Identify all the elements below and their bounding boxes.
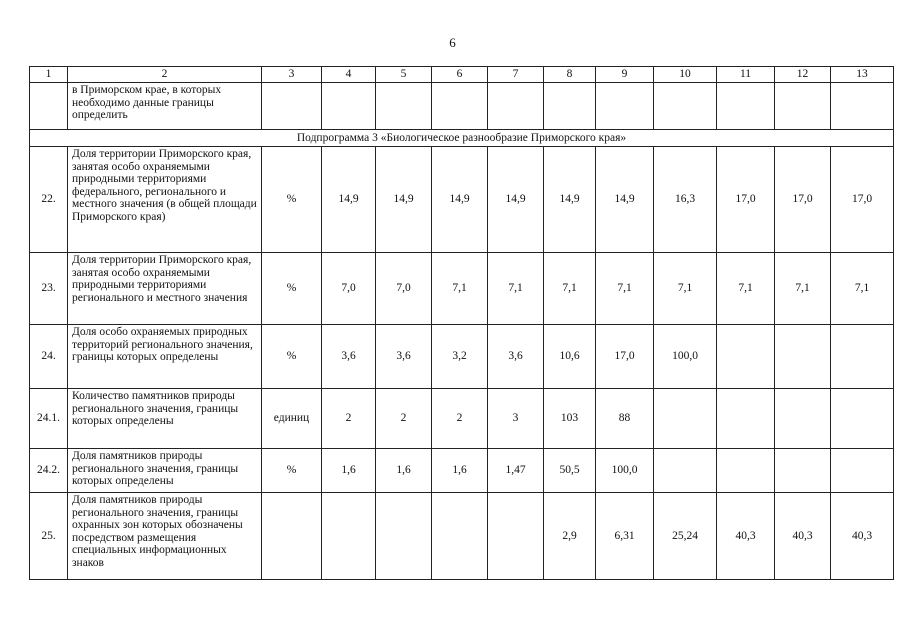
value-cell: [775, 83, 831, 130]
value-cell: 3: [488, 389, 544, 449]
value-cell: 14,9: [432, 147, 488, 253]
value-cell: [717, 83, 775, 130]
row-number-cell: 23.: [30, 253, 68, 325]
indicator-row: [30, 147, 894, 253]
value-cell: [322, 83, 376, 130]
column-number-cell: 1: [30, 67, 68, 83]
value-cell: 3,6: [488, 325, 544, 389]
value-cell: 10,6: [544, 325, 596, 389]
value-cell: 17,0: [775, 147, 831, 253]
column-number-cell: 8: [544, 67, 596, 83]
unit-cell: %: [262, 147, 322, 253]
value-cell: 2,9: [544, 493, 596, 580]
row-number-cell: 22.: [30, 147, 68, 253]
unit-cell: единиц: [262, 389, 322, 449]
subprogram-title: Подпрограмма 3 «Биологическое разнообразие Приморского края»: [30, 130, 894, 147]
column-numbers-row: [30, 67, 894, 83]
value-cell: 40,3: [717, 493, 775, 580]
value-cell: 7,0: [322, 253, 376, 325]
value-cell: 1,6: [432, 449, 488, 493]
row-number-cell: 24.: [30, 325, 68, 389]
row-number-cell: 24.1.: [30, 389, 68, 449]
indicator-name-cell: Доля памятников природы регионального значения, границы охранных зон которых обозначены посредством размещения специальных информационных знаков: [68, 493, 262, 580]
value-cell: [831, 325, 894, 389]
value-cell: [322, 493, 376, 580]
indicator-row: [30, 389, 894, 449]
value-cell: [376, 83, 432, 130]
value-cell: 7,0: [376, 253, 432, 325]
value-cell: 17,0: [596, 325, 654, 389]
value-cell: [262, 83, 322, 130]
value-cell: 2: [376, 389, 432, 449]
value-cell: [775, 325, 831, 389]
unit-cell: %: [262, 325, 322, 389]
value-cell: 7,1: [596, 253, 654, 325]
value-cell: [596, 83, 654, 130]
value-cell: [544, 83, 596, 130]
value-cell: 7,1: [831, 253, 894, 325]
unit-cell: %: [262, 253, 322, 325]
indicator-name-cell: Доля памятников природы регионального значения, границы которых определены: [68, 449, 262, 493]
value-cell: 14,9: [544, 147, 596, 253]
value-cell: 14,9: [376, 147, 432, 253]
unit-cell: %: [262, 449, 322, 493]
value-cell: [717, 389, 775, 449]
indicator-row: [30, 493, 894, 580]
value-cell: 25,24: [654, 493, 717, 580]
column-number-cell: 4: [322, 67, 376, 83]
page-number: 6: [449, 35, 456, 50]
column-number-cell: 11: [717, 67, 775, 83]
continuation-row: [30, 83, 894, 130]
value-cell: [831, 389, 894, 449]
column-number-cell: 6: [432, 67, 488, 83]
value-cell: 1,6: [376, 449, 432, 493]
value-cell: 2: [322, 389, 376, 449]
value-cell: [432, 493, 488, 580]
value-cell: 2: [432, 389, 488, 449]
value-cell: [654, 389, 717, 449]
column-number-cell: 10: [654, 67, 717, 83]
value-cell: 17,0: [831, 147, 894, 253]
indicator-row: [30, 253, 894, 325]
column-number-cell: 7: [488, 67, 544, 83]
value-cell: 17,0: [717, 147, 775, 253]
value-cell: 14,9: [488, 147, 544, 253]
value-cell: 50,5: [544, 449, 596, 493]
value-cell: [432, 83, 488, 130]
row-number-cell: 25.: [30, 493, 68, 580]
indicator-name-cell: Доля территории Приморского края, занятая особо охраняемыми природными территориями федерального, регионального и местного значения (в общей площади Приморского края): [68, 147, 262, 253]
indicator-name-cell: в Приморском крае, в которых необходимо данные границы определить: [68, 83, 262, 130]
value-cell: [775, 449, 831, 493]
value-cell: 100,0: [654, 325, 717, 389]
value-cell: 1,47: [488, 449, 544, 493]
value-cell: 88: [596, 389, 654, 449]
value-cell: [488, 83, 544, 130]
value-cell: 103: [544, 389, 596, 449]
value-cell: [831, 449, 894, 493]
value-cell: 7,1: [775, 253, 831, 325]
value-cell: 7,1: [488, 253, 544, 325]
value-cell: 3,2: [432, 325, 488, 389]
value-cell: 7,1: [654, 253, 717, 325]
value-cell: 1,6: [322, 449, 376, 493]
value-cell: [717, 449, 775, 493]
value-cell: 14,9: [596, 147, 654, 253]
column-number-cell: 9: [596, 67, 654, 83]
row-number-cell: 24.2.: [30, 449, 68, 493]
value-cell: 16,3: [654, 147, 717, 253]
value-cell: [775, 389, 831, 449]
value-cell: 40,3: [775, 493, 831, 580]
value-cell: 40,3: [831, 493, 894, 580]
indicator-name-cell: Количество памятников природы регионального значения, границы которых определены: [68, 389, 262, 449]
value-cell: [717, 325, 775, 389]
indicator-name-cell: Доля особо охраняемых природных территорий регионального значения, границы которых определены: [68, 325, 262, 389]
value-cell: 7,1: [432, 253, 488, 325]
value-cell: 3,6: [322, 325, 376, 389]
subprogram-row: [30, 130, 894, 147]
indicator-name-cell: Доля территории Приморского края, занятая особо охраняемыми природными территориями регионального и местного значения: [68, 253, 262, 325]
indicator-row: [30, 325, 894, 389]
value-cell: 100,0: [596, 449, 654, 493]
column-number-cell: 12: [775, 67, 831, 83]
row-number-cell: [30, 83, 68, 130]
unit-cell: [262, 493, 322, 580]
value-cell: [376, 493, 432, 580]
column-number-cell: 3: [262, 67, 322, 83]
value-cell: 7,1: [544, 253, 596, 325]
column-number-cell: 5: [376, 67, 432, 83]
value-cell: 14,9: [322, 147, 376, 253]
value-cell: [488, 493, 544, 580]
indicator-row: [30, 449, 894, 493]
value-cell: [654, 83, 717, 130]
value-cell: [831, 83, 894, 130]
value-cell: 7,1: [717, 253, 775, 325]
value-cell: 6,31: [596, 493, 654, 580]
column-number-cell: 2: [68, 67, 262, 83]
value-cell: [654, 449, 717, 493]
indicators-table: [29, 66, 894, 580]
column-number-cell: 13: [831, 67, 894, 83]
value-cell: 3,6: [376, 325, 432, 389]
